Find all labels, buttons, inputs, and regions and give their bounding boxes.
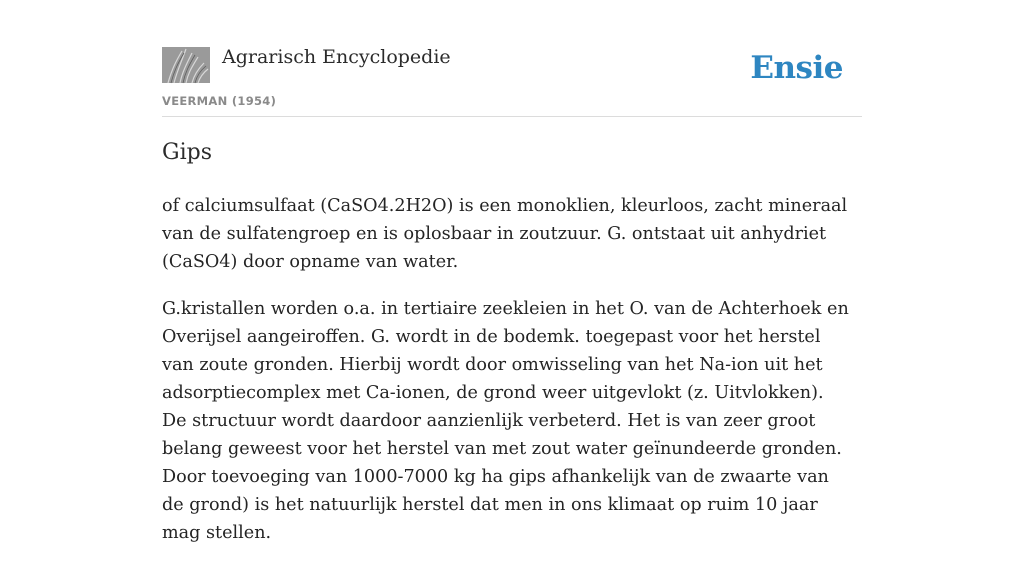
entry-body bbox=[162, 192, 852, 566]
entry-paragraph: G.kristallen worden o.a. in tertiaire zeekleien in het O. van de Achterhoek en Overijsel aangeiroffen. G. wordt in de bodemk. toegepast voor het herstel van zoute gronden. Hierbij wordt door omwisseling van het Na-ion uit het adsorptiecomplex met Ca-ionen, de grond weer uitgevlokt (z. Uitvlokken). De structuur wordt daardoor aanzienlijk verbeterd. Het is van zeer groot belang geweest voor het herstel van met zout water geïnundeerde gronden. Door toevoeging van 1000-7000 kg ha gips afhankelijk van de zwaarte van de grond) is het natuurlijk herstel dat men in ons klimaat op ruim 10 jaar mag stellen. bbox=[162, 299, 849, 543]
entry-paragraph: of calciumsulfaat (CaSO4.2H2O) is een monoklien, kleurloos, zacht mineraal van de sulfatengroep en is oplosbaar in zoutzuur. G. ontstaat uit anhydriet (CaSO4) door opname van water. bbox=[162, 196, 848, 272]
page bbox=[162, 0, 862, 543]
book-header bbox=[162, 0, 862, 117]
book-title[interactable]: Agrarisch Encyclopedie bbox=[222, 46, 451, 68]
wheat-book-cover-icon[interactable] bbox=[162, 47, 210, 83]
ensie-logo-link[interactable]: Ensie bbox=[750, 50, 843, 86]
entry-title: Gips bbox=[162, 140, 212, 165]
book-author: VEERMAN (1954) bbox=[162, 94, 277, 108]
